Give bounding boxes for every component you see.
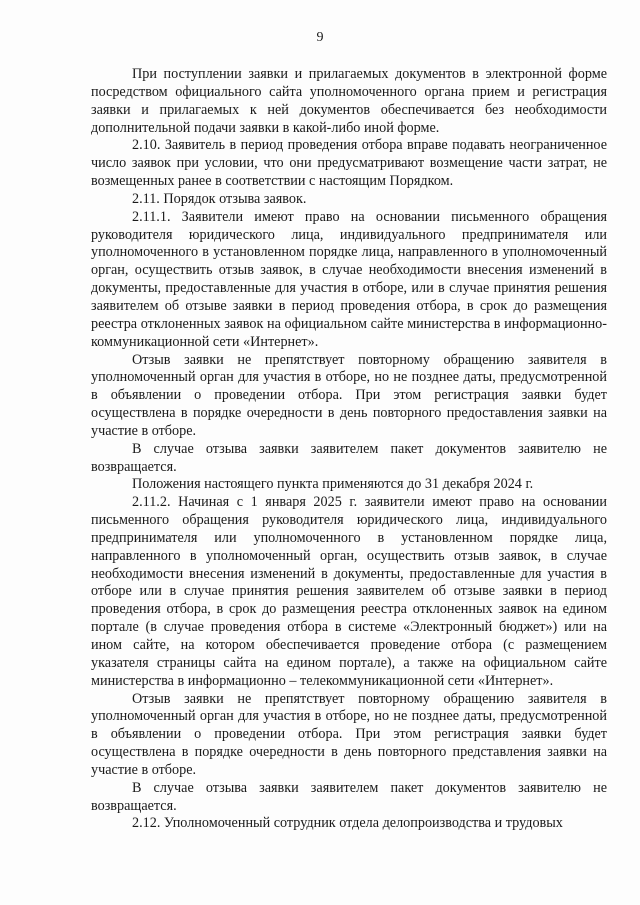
paragraph-withdrawal-resubmission-2025: Отзыв заявки не препятствует повторному обращению заявителя в уполномоченный орган для участия в отборе, но не позднее даты, предусмотренной в объявлении о проведении отбора. При этом регистрация заявки будет осуществлена в порядке очередности в день повторного представления заявки на участие в отборе. <box>91 690 607 778</box>
paragraph-applies-until-2024: Положения настоящего пункта применяются до 31 декабря 2024 г. <box>132 476 534 493</box>
paragraph-documents-not-returned-2025: В случае отзыва заявки заявителем пакет документов заявителю не возвращается. <box>91 779 607 814</box>
paragraph-2-11-2: 2.11.2. Начиная с 1 января 2025 г. заявители имеют право на основании письменного обращения руководителя юридического лица, индивидуального предпринимателя или уполномоченного в установленном порядке лица, направленного в уполномоченный орган, осуществить отзыв заявок, в случае необходимости внесения изменений в документы, предоставленные для участия в отборе или в случае принятия решения заявителем об отзыве заявки в период проведения отбора, в срок до размещения реестра отклоненных заявок на едином портале (в случае проведения отбора в системе «Электронный бюджет») или на ином сайте, на котором обеспечивается проведение отбора (с размещением указателя страницы сайта на едином портале), а также на официальном сайте министерства в информационно – телекоммуникационной сети «Интернет». <box>91 494 607 689</box>
paragraph-2-10: 2.10. Заявитель в период проведения отбора вправе подавать неограниченное число заявок при условии, что они предусматривают возмещение части затрат, не возмещенных ранее в соответствии с настоящим Порядком. <box>91 137 607 190</box>
paragraph-withdrawal-resubmission: Отзыв заявки не препятствует повторному обращению заявителя в уполномоченный орган для участия в отборе, но не позднее даты, предусмотренной в объявлении о проведении отбора. При этом регистрация заявки будет осуществлена в порядке очередности в день повторного предоставления заявки на участие в отборе. <box>91 351 607 439</box>
paragraph-2-12: 2.12. Уполномоченный сотрудник отдела делопроизводства и трудовых <box>132 815 563 832</box>
paragraph-electronic-submission: При поступлении заявки и прилагаемых документов в электронной форме посредством официального сайта уполномоченного органа прием и регистрация заявки и прилагаемых к ней документов обеспечивается без необходимости дополнительной подачи заявки в какой-либо иной форме. <box>91 66 607 136</box>
paragraph-documents-not-returned: В случае отзыва заявки заявителем пакет документов заявителю не возвращается. <box>91 440 607 475</box>
paragraph-2-11-1: 2.11.1. Заявители имеют право на основании письменного обращения руководителя юридического лица, индивидуального предпринимателя или уполномоченного в установленном порядке лица, направленного в уполномоченный орган, осуществить отзыв заявок, в случае необходимости внесения изменений в документы, предоставленные для участия в отборе, или в случае принятия решения заявителем об отзыве заявки в период проведения отбора, в срок до размещения реестра отклоненных заявок на официальном сайте министерства в информационно-коммуникационной сети «Интернет». <box>91 208 607 350</box>
page-number: 9 <box>316 30 324 45</box>
document-body <box>91 66 607 833</box>
paragraph-2-11-heading: 2.11. Порядок отзыва заявок. <box>132 190 307 207</box>
